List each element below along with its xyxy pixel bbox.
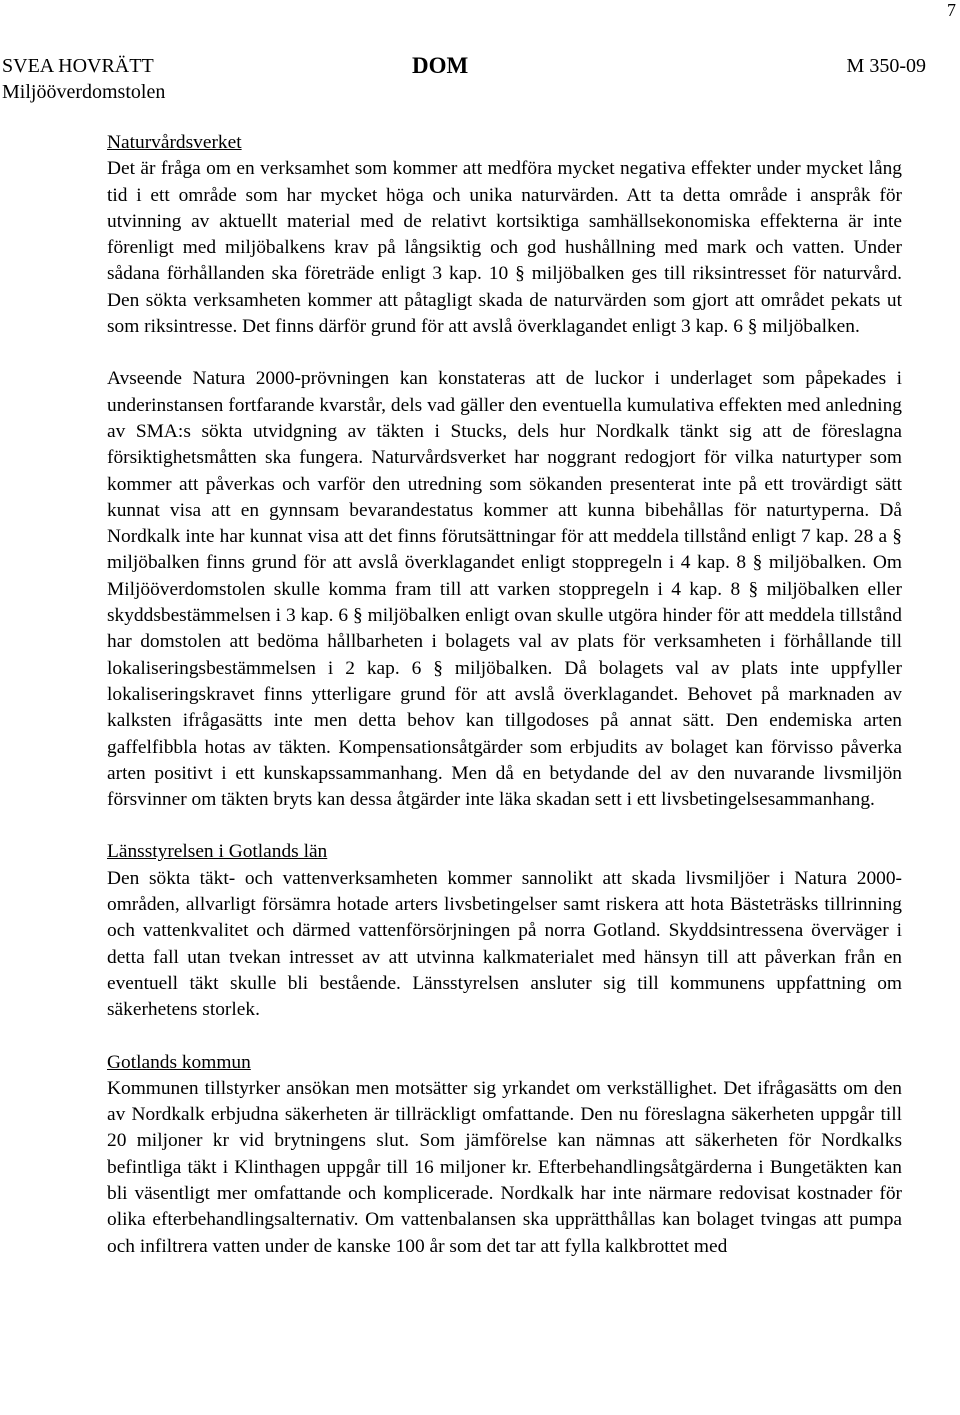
paragraph: Avseende Natura 2000-prövningen kan konstateras att de luckor i underlaget som påpekades i underinstansen fortfarande kvarstår, dels vad gäller den eventuella kumulativa effekten med anledning av SMA:s sökta utvidgning av täkten i Stucks, dels hur Nordkalk tänkt sig att de föreslagna försiktighetsmåtten ska fungera. Naturvårdsverket har noggrant redogjort för vilka naturtyper som kommer att påverkas och varför den utredning som sökanden presenterat inte på ett trovärdigt sätt kunnat visa att en gynnsam bevarandestatus kommer att kunna bibehållas för naturtyperna. Då Nordkalk inte har kunnat visa att det finns förutsättningar för att meddela tillstånd enligt 7 kap. 28 a § miljöbalken finns grund för att avslå överklagandet enligt stoppregeln i 4 kap. 8 § miljöbalken. Om Miljööverdomstolen skulle komma fram till att varken stoppregeln i 4 kap. 8 § miljöbalken eller skyddsbestämmelsen i 3 kap. 6 § miljöbalken enligt ovan skulle utgöra hinder för att meddela tillstånd har domstolen att bedöma hållbarheten i bolagets val av plats för verksamheten i förhållande till lokaliseringsbestämmelsen i 2 kap. 6 § miljöbalken. Då bolagets val av plats inte uppfyller lokaliseringskravet finns ytterligare grund för att avslå överklagandet. Behovet på marknaden av kalksten ifrågasätts inte men detta behov kan tillgodoses på annat sätt. Den endemiska arten gaffelfibbla hotas av täkten. Kompensationsåtgärder som erbjudits av bolaget kan förvisso påverka arten positivt i ett kunskapssammanhang. Men då en betydande del av den nuvarande livsmiljön försvinner om täkten bryts kan dessa åtgärder inte läka skadan sett i ett livsbetingelsesammanhang. (107, 368, 902, 811)
paragraph: Det är fråga om en verksamhet som kommer att medföra mycket negativa effekter under mycket lång tid i ett område som har mycket höga och unika naturvärden. Att ta detta område i anspråk för utvinning av aktuellt material med de relativt kortsiktiga samhällsekonomiska effekterna är inte förenligt med miljöbalkens krav på långsiktig och god hushållning med mark och vatten. Under sådana förhållanden ska företräde enligt 3 kap. 10 § miljöbalken ges till riksintresset för naturvård. Den sökta verksamheten kommer att påtagligt skada de naturvärden som gjort att området pekats ut som riksintresse. Det finns därför grund för att avslå överklagandet enligt 3 kap. 6 § miljöbalken. (107, 158, 902, 338)
section-naturvardsverket (107, 130, 902, 813)
court-division: Miljööverdomstolen (2, 81, 166, 103)
section-heading: Gotlands kommun (107, 1051, 251, 1073)
section-heading: Länsstyrelsen i Gotlands län (107, 841, 328, 863)
document-type: DOM (412, 53, 469, 78)
court-name: SVEA HOVRÄTT (2, 55, 154, 77)
document-header (2, 53, 926, 109)
page-number: 7 (947, 0, 956, 20)
case-number: M 350-09 (846, 55, 926, 77)
paragraph: Den sökta täkt- och vattenverksamheten kommer sannolikt att skada livsmiljöer i Natura 2000-områden, allvarligt försämra hotade arters livsbetingelser samt riskera att hota Bästeträsks tillrinning och vattenkvalitet och därmed vattenförsörjningen på norra Gotland. Skyddsintressena överväger i detta fall utan tvekan intresset av att utvinna kalkmaterialet med hänsyn till att påverkan från en eventuell täkt skulle bli bestående. Länsstyrelsen ansluter sig till kommunens uppfattning om säkerhetens storlek. (107, 867, 902, 1021)
paragraph: Kommunen tillstyrker ansökan men motsätter sig yrkandet om verkställighet. Det ifrågasätts om den av Nordkalk erbjudna säkerheten är tillräckligt omfattande. Den nu föreslagna säkerheten uppgår till 20 miljoner kr vid brytningens slut. Som jämförelse kan nämnas att säkerheten för Nordkalks befintliga täkt i Klinthagen uppgår till 16 miljoner kr. Efterbehandlingsåtgärderna i Bungetäkten kan bli väsentligt mer omfattande och komplicerade. Nordkalk har inte närmare redovisat kostnader för olika efterbehandlingsalternativ. Om vattenbalansen ska upprätthållas kan bolaget tvingas att pumpa och infiltrera vatten under de kanske 100 år som det tar att fylla kalkbrottet med (107, 1077, 902, 1257)
section-gotlands-kommun (107, 1050, 902, 1260)
section-heading: Naturvårdsverket (107, 132, 242, 153)
section-lansstyrelsen (107, 839, 902, 1023)
court-info (2, 53, 165, 105)
document-body (107, 130, 902, 1286)
